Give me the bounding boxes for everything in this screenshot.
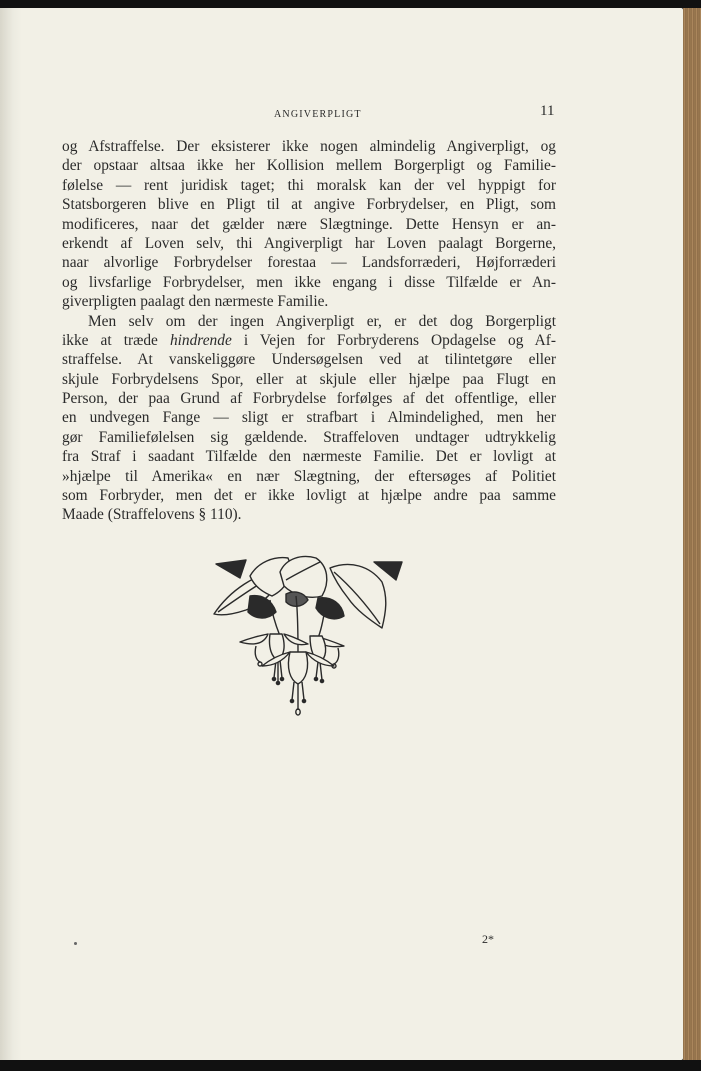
signature-mark: 2* <box>482 932 494 946</box>
text-line: Maade (Straffelovens § 110). <box>62 506 242 524</box>
text-segment: i Vejen for Forbryderens Opdagelse og Af- <box>243 331 556 349</box>
text-line: skjule Forbrydelsens Spor, eller at skjule eller hjælpe paa Flugt en <box>62 370 556 388</box>
running-head <box>0 103 683 123</box>
text-line: en undvegen Fange — sligt er strafbart i Almindelighed, men her <box>62 409 556 427</box>
paragraph-2 <box>62 312 556 525</box>
book-page <box>0 8 683 1060</box>
running-head-title: ANGIVERPLIGT <box>274 109 362 120</box>
text-line: gør Familiefølelsen sig gældende. Straffeloven undtager udtrykkelig <box>62 428 556 446</box>
text-segment: ikke at træde <box>62 331 158 349</box>
text-line: Men selv om der ingen Angiverpligt er, er det dog Borgerpligt <box>88 312 556 330</box>
book-page-edges <box>683 8 701 1060</box>
text-line-with-italic <box>62 331 556 350</box>
text-line: som Forbryder, men det er ikke lovligt at hjælpe andre paa samme <box>62 487 556 505</box>
italic-word: hindrende <box>169 331 232 349</box>
text-line: og livsfarlige Forbrydelser, men ikke engang i disse Tilfælde er An- <box>62 273 556 291</box>
text-line: fra Straf i saadant Tilfælde den nærmeste Familie. Det er lovligt at <box>62 448 556 466</box>
print-speck <box>74 942 77 945</box>
fuchsia-flower-ornament-icon <box>210 550 406 718</box>
text-line: og Afstraffelse. Der eksisterer ikke nogen almindelig Angiverpligt, og <box>62 138 556 155</box>
paragraph-1 <box>62 137 556 312</box>
text-line: straffelse. At vanskeliggøre Undersøgelsen ved at tilintetgøre eller <box>62 351 556 369</box>
text-line: naar alvorlige Forbrydelser forestaa — Landsforræderi, Højforræderi <box>62 254 556 272</box>
page-gutter-shadow <box>0 8 22 1060</box>
text-line: modificeres, naar det gælder nære Slægtninge. Dette Hensyn er an- <box>62 215 556 233</box>
text-line: følelse — rent juridisk taget; thi moralsk kan der vel hyppigt for <box>62 176 556 194</box>
text-line: der opstaar altsaa ikke her Kollision mellem Borgerpligt og Familie- <box>62 157 556 175</box>
page-number: 11 <box>540 103 555 119</box>
text-line: erkendt af Loven selv, thi Angiverpligt har Loven paalagt Borgerne, <box>62 234 556 252</box>
text-line: Statsborgeren blive en Pligt til at angive Forbrydelser, en Pligt, som <box>62 196 556 214</box>
text-line: Person, der paa Grund af Forbrydelse forfølges af det offentlige, eller <box>62 390 556 408</box>
body-text <box>62 137 556 525</box>
text-line: giverpligten paalagt den nærmeste Familie. <box>62 293 329 311</box>
text-line: »hjælpe til Amerika« en nær Slægtning, der eftersøges af Politiet <box>62 467 556 485</box>
